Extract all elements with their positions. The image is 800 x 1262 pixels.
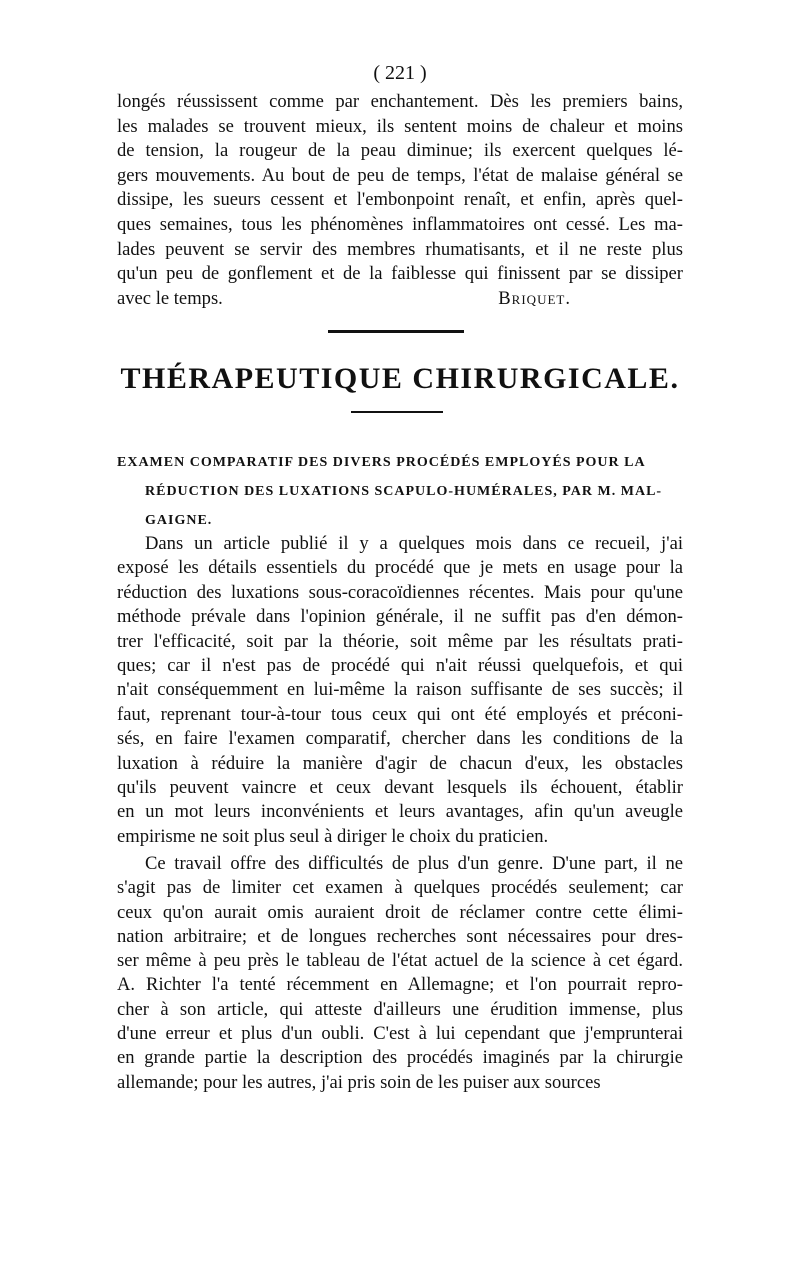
signature-text: avec le temps. (117, 287, 223, 309)
text-line: gers mouvements. Au bout de peu de temps, l'état de malaise général se (117, 164, 683, 186)
section-heading: THÉRAPEUTIQUE CHIRURGICALE. (120, 362, 680, 395)
article-title-line: GAIGNE. (145, 513, 213, 528)
text-line: nation arbitraire; et de longues recherches sont nécessaires pour dres- (117, 925, 683, 947)
heading-divider-rule (351, 411, 443, 413)
text-line: les malades se trouvent mieux, ils sentent moins de chaleur et moins (117, 115, 683, 137)
paragraph-2 (117, 852, 683, 1095)
text-line: Dans un article publié il y a quelques mois dans ce recueil, j'ai (145, 533, 683, 554)
paragraph-1 (117, 532, 683, 849)
text-line: allemande; pour les autres, j'ai pris soin de les puiser aux sources (117, 1071, 601, 1093)
text-line: en un mot leurs inconvénients et leurs avantages, afin qu'un aveugle (117, 801, 683, 823)
text-line: sés, en faire l'examen comparatif, chercher dans les conditions de la (117, 728, 683, 750)
text-line: s'agit pas de limiter cet examen à quelques procédés seulement; car (117, 877, 683, 899)
article-title-line: EXAMEN COMPARATIF DES DIVERS PROCÉDÉS EMPLOYÉS POUR LA (117, 455, 646, 470)
text-line: méthode prévale dans l'opinion générale, il ne suffit pas d'en démon- (117, 606, 683, 628)
text-line: dissipe, les sueurs cessent et l'embonpoint renaît, et enfin, après quel- (117, 189, 683, 211)
text-line: ceux qu'on aurait omis auraient droit de réclamer contre cette élimi- (117, 901, 683, 923)
article-title-line: RÉDUCTION DES LUXATIONS SCAPULO-HUMÉRALES, PAR M. MAL- (145, 484, 663, 499)
text-line: de tension, la rougeur de la peau diminue; ils exercent quelques lé- (117, 140, 683, 162)
text-line: ser même à peu près le tableau de l'état actuel de la science à cet égard. (117, 950, 683, 972)
signature-line (117, 287, 683, 312)
text-line: trer l'efficacité, soit par la théorie, soit même par les résultats prati- (117, 630, 683, 652)
text-line: ques; car il n'est pas de procédé qui n'ait réussi quelquefois, et qui (117, 655, 683, 677)
text-line: réduction des luxations sous-coracoïdiennes récentes. Mais pour qu'une (117, 581, 683, 603)
text-line: en grande partie la description des procédés imaginés par la chirurgie (117, 1047, 683, 1069)
text-line: longés réussissent comme par enchantement. Dès les premiers bains, (117, 91, 683, 112)
text-line: luxation à réduire la manière d'agir de chacun d'eux, les obstacles (117, 752, 683, 774)
text-line: Ce travail offre des difficultés de plus d'un genre. D'une part, il ne (145, 853, 683, 874)
page-number: ( 221 ) (373, 62, 427, 84)
text-line: lades peuvent se servir des membres rhumatisants, et il ne reste plus (117, 238, 683, 260)
top-divider-rule (328, 330, 464, 333)
text-line: n'ait conséquemment en lui-même la raison suffisante de ses succès; il (117, 679, 683, 701)
text-line: cher à son article, qui atteste d'ailleurs une érudition immense, plus (117, 998, 683, 1020)
text-line: exposé les détails essentiels du procédé que je mets en usage pour la (117, 557, 683, 579)
text-line: empirisme ne soit plus seul à diriger le choix du praticien. (117, 825, 549, 847)
text-line: d'une erreur et plus d'un oubli. C'est à lui cependant que j'emprunterai (117, 1023, 683, 1045)
signature-author: Briquet. (498, 287, 571, 309)
text-line: faut, reprenant tour-à-tour tous ceux qui ont été employés et préconi- (117, 703, 683, 725)
text-line: ques semaines, tous les phénomènes inflammatoires ont cessé. Les ma- (117, 213, 683, 235)
text-line: qu'un peu de gonflement et de la faiblesse qui finissent par se dissiper (117, 263, 683, 285)
text-line: qu'ils peuvent vaincre et ceux devant lesquels ils échouent, établir (117, 777, 683, 799)
article-title (117, 448, 683, 535)
text-line: A. Richter l'a tenté récemment en Allemagne; et l'on pourrait repro- (117, 974, 683, 996)
top-paragraph (117, 90, 683, 287)
